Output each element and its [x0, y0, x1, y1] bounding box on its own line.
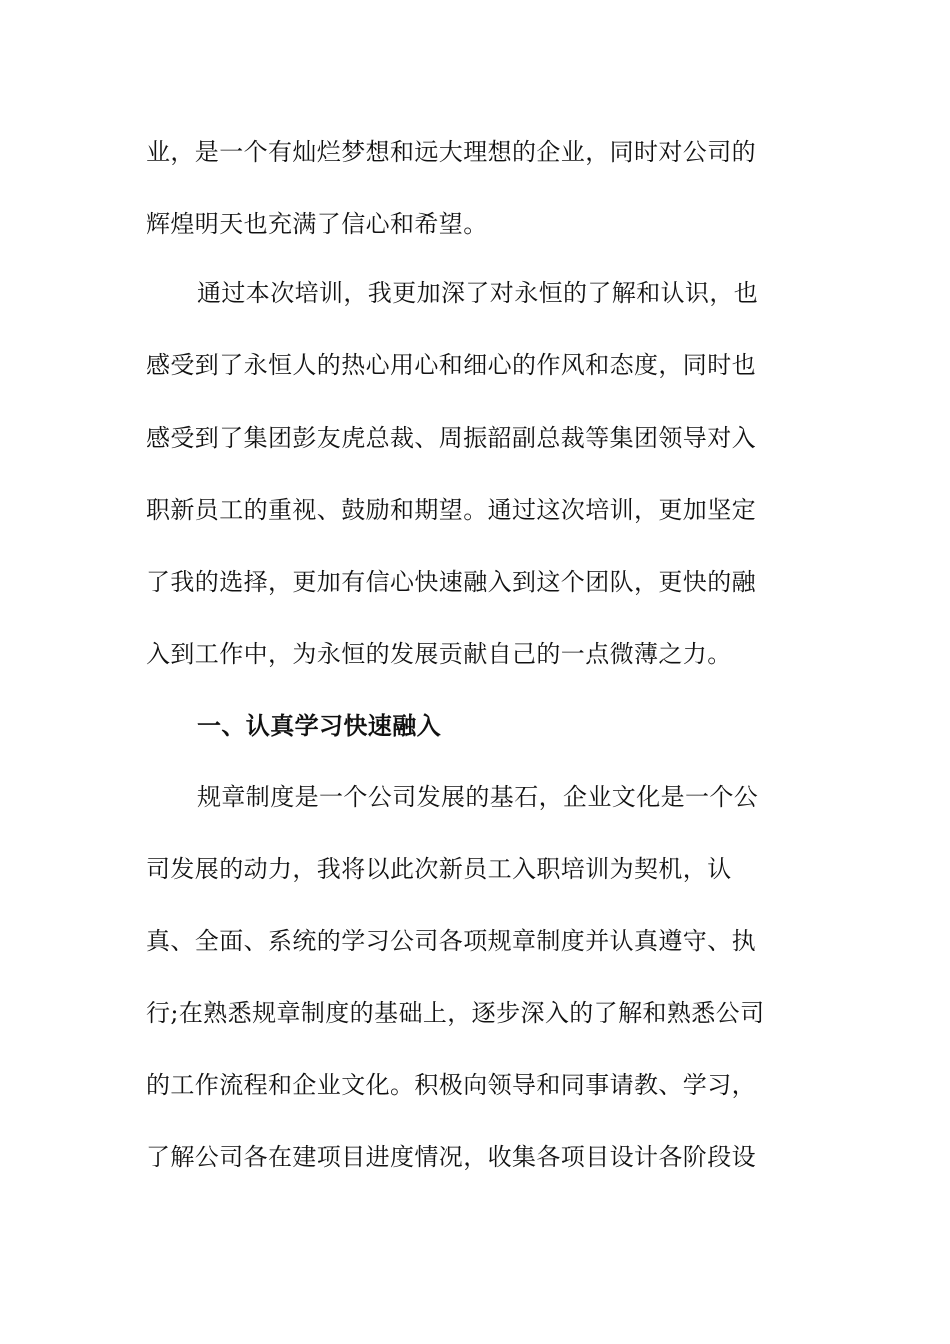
- text-line: 业，是一个有灿烂梦想和远大理想的企业，同时对公司的: [146, 138, 756, 166]
- text-line: 了解公司各在建项目进度情况，收集各项目设计各阶段设: [146, 1143, 756, 1171]
- text-line: 感受到了集团彭友虎总裁、周振韶副总裁等集团领导对入: [146, 424, 756, 452]
- paragraph-start-line: 通过本次培训，我更加深了对永恒的了解和认识，也: [197, 279, 759, 307]
- text-line: 感受到了永恒人的热心用心和细心的作风和态度，同时也: [146, 351, 756, 379]
- text-line: 了我的选择，更加有信心快速融入到这个团队，更快的融: [146, 568, 756, 596]
- text-line: 辉煌明天也充满了信心和希望。: [146, 210, 488, 238]
- section-heading: 一、认真学习快速融入: [197, 711, 441, 740]
- text-line: 真、全面、系统的学习公司各项规章制度并认真遵守、执: [146, 927, 756, 955]
- text-line: 职新员工的重视、鼓励和期望。通过这次培训，更加坚定: [146, 496, 756, 524]
- text-line: 入到工作中，为永恒的发展贡献自己的一点微薄之力。: [146, 640, 732, 668]
- text-line: 司发展的动力，我将以此次新员工入职培训为契机，认: [146, 855, 732, 883]
- text-line: 的工作流程和企业文化。积极向领导和同事请教、学习，: [146, 1071, 756, 1099]
- text-line: 行;在熟悉规章制度的基础上，逐步深入的了解和熟悉公司: [146, 999, 765, 1027]
- paragraph-start-line: 规章制度是一个公司发展的基石，企业文化是一个公: [197, 783, 759, 811]
